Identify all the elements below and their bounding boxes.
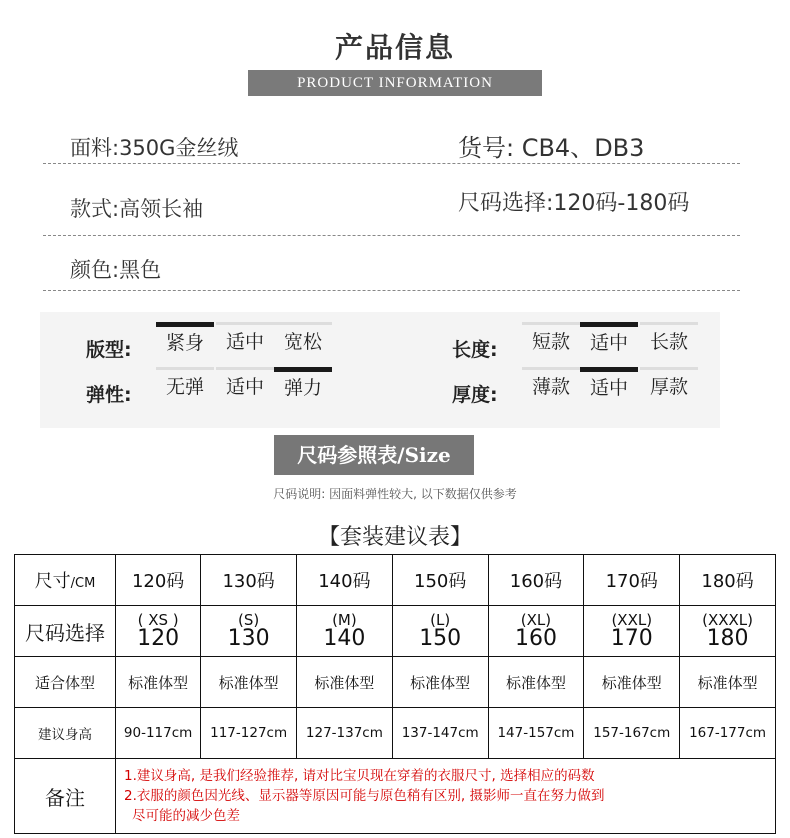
elasticity-label: 弹性: [86,384,132,406]
size-cell: 170码 [584,555,680,606]
table-row [15,759,776,834]
size-table [14,554,776,834]
row-header-remark: 备注 [15,759,116,834]
row-header-code: 尺码选择 [15,606,116,657]
thickness-option-thick: 厚款 [640,367,698,399]
height-cell: 90-117cm [116,708,201,759]
height-cell: 137-147cm [392,708,488,759]
color-info: 颜色:黑色 [70,258,162,282]
size-range-info: 尺码选择:120码-180码 [458,191,690,216]
remark-line: 尽可能的减少色差 [132,808,240,824]
style-info: 款式:高领长袖 [70,197,204,221]
item-number-info: 货号: CB4、DB3 [458,134,645,162]
divider [43,235,740,236]
thickness-option-medium: 适中 [580,367,638,399]
code-cell: (M) 140 [297,606,393,657]
height-cell: 117-127cm [201,708,297,759]
table-row [15,708,776,759]
body-type-cell: 标准体型 [392,657,488,708]
length-option-medium: 适中 [580,322,638,354]
table-row [15,555,776,606]
height-cell: 157-167cm [584,708,680,759]
elasticity-option-none: 无弹 [156,367,214,399]
code-cell: (XXXL) 180 [680,606,776,657]
size-cell: 180码 [680,555,776,606]
remark-line: 1.建议身高, 是我们经验推荐, 请对比宝贝现在穿着的衣服尺寸, 选择相应的码数 [124,768,595,784]
height-cell: 167-177cm [680,708,776,759]
table-row [15,657,776,708]
height-cell: 147-157cm [488,708,584,759]
fabric-info: 面料:350G金丝绒 [70,136,239,160]
thickness-label: 厚度: [452,384,498,406]
size-cell: 120码 [116,555,201,606]
page-title: 产品信息 [334,31,455,64]
table-row [15,606,776,657]
row-header-size: 尺寸/CM [15,555,116,606]
remark-cell [116,759,776,834]
row-header-height: 建议身高 [15,708,116,759]
thickness-option-thin: 薄款 [522,367,580,399]
code-cell: (XXL) 170 [584,606,680,657]
code-cell: ( XS ) 120 [116,606,201,657]
fit-label: 版型: [86,339,132,361]
divider [43,290,740,291]
size-cell: 140码 [297,555,393,606]
size-cell: 160码 [488,555,584,606]
elasticity-option-medium: 适中 [216,367,274,399]
size-cell: 150码 [392,555,488,606]
size-chart-banner: 尺码参照表/Size [274,435,474,475]
elasticity-option-stretch: 弹力 [274,367,332,399]
code-cell: (XL) 160 [488,606,584,657]
length-label: 长度: [452,339,498,361]
size-note: 尺码说明: 因面料弹性较大, 以下数据仅供参考 [273,487,517,501]
body-type-cell: 标准体型 [297,657,393,708]
body-type-cell: 标准体型 [201,657,297,708]
body-type-cell: 标准体型 [584,657,680,708]
fit-option-tight: 紧身 [156,322,214,354]
body-type-cell: 标准体型 [488,657,584,708]
length-option-short: 短款 [522,322,580,354]
body-type-cell: 标准体型 [116,657,201,708]
height-cell: 127-137cm [297,708,393,759]
fit-option-loose: 宽松 [274,322,332,354]
code-cell: (L) 150 [392,606,488,657]
length-option-long: 长款 [640,322,698,354]
remark-line: 2.衣服的颜色因光线、显示器等原因可能与原色稍有区别, 摄影师一直在努力做到 [124,788,605,804]
size-cell: 130码 [201,555,297,606]
table-title: 【套装建议表】 [317,525,472,550]
page-subtitle: PRODUCT INFORMATION [248,70,542,96]
fit-option-medium: 适中 [216,322,274,354]
divider [43,163,740,164]
code-cell: (S) 130 [201,606,297,657]
row-header-body: 适合体型 [15,657,116,708]
body-type-cell: 标准体型 [680,657,776,708]
